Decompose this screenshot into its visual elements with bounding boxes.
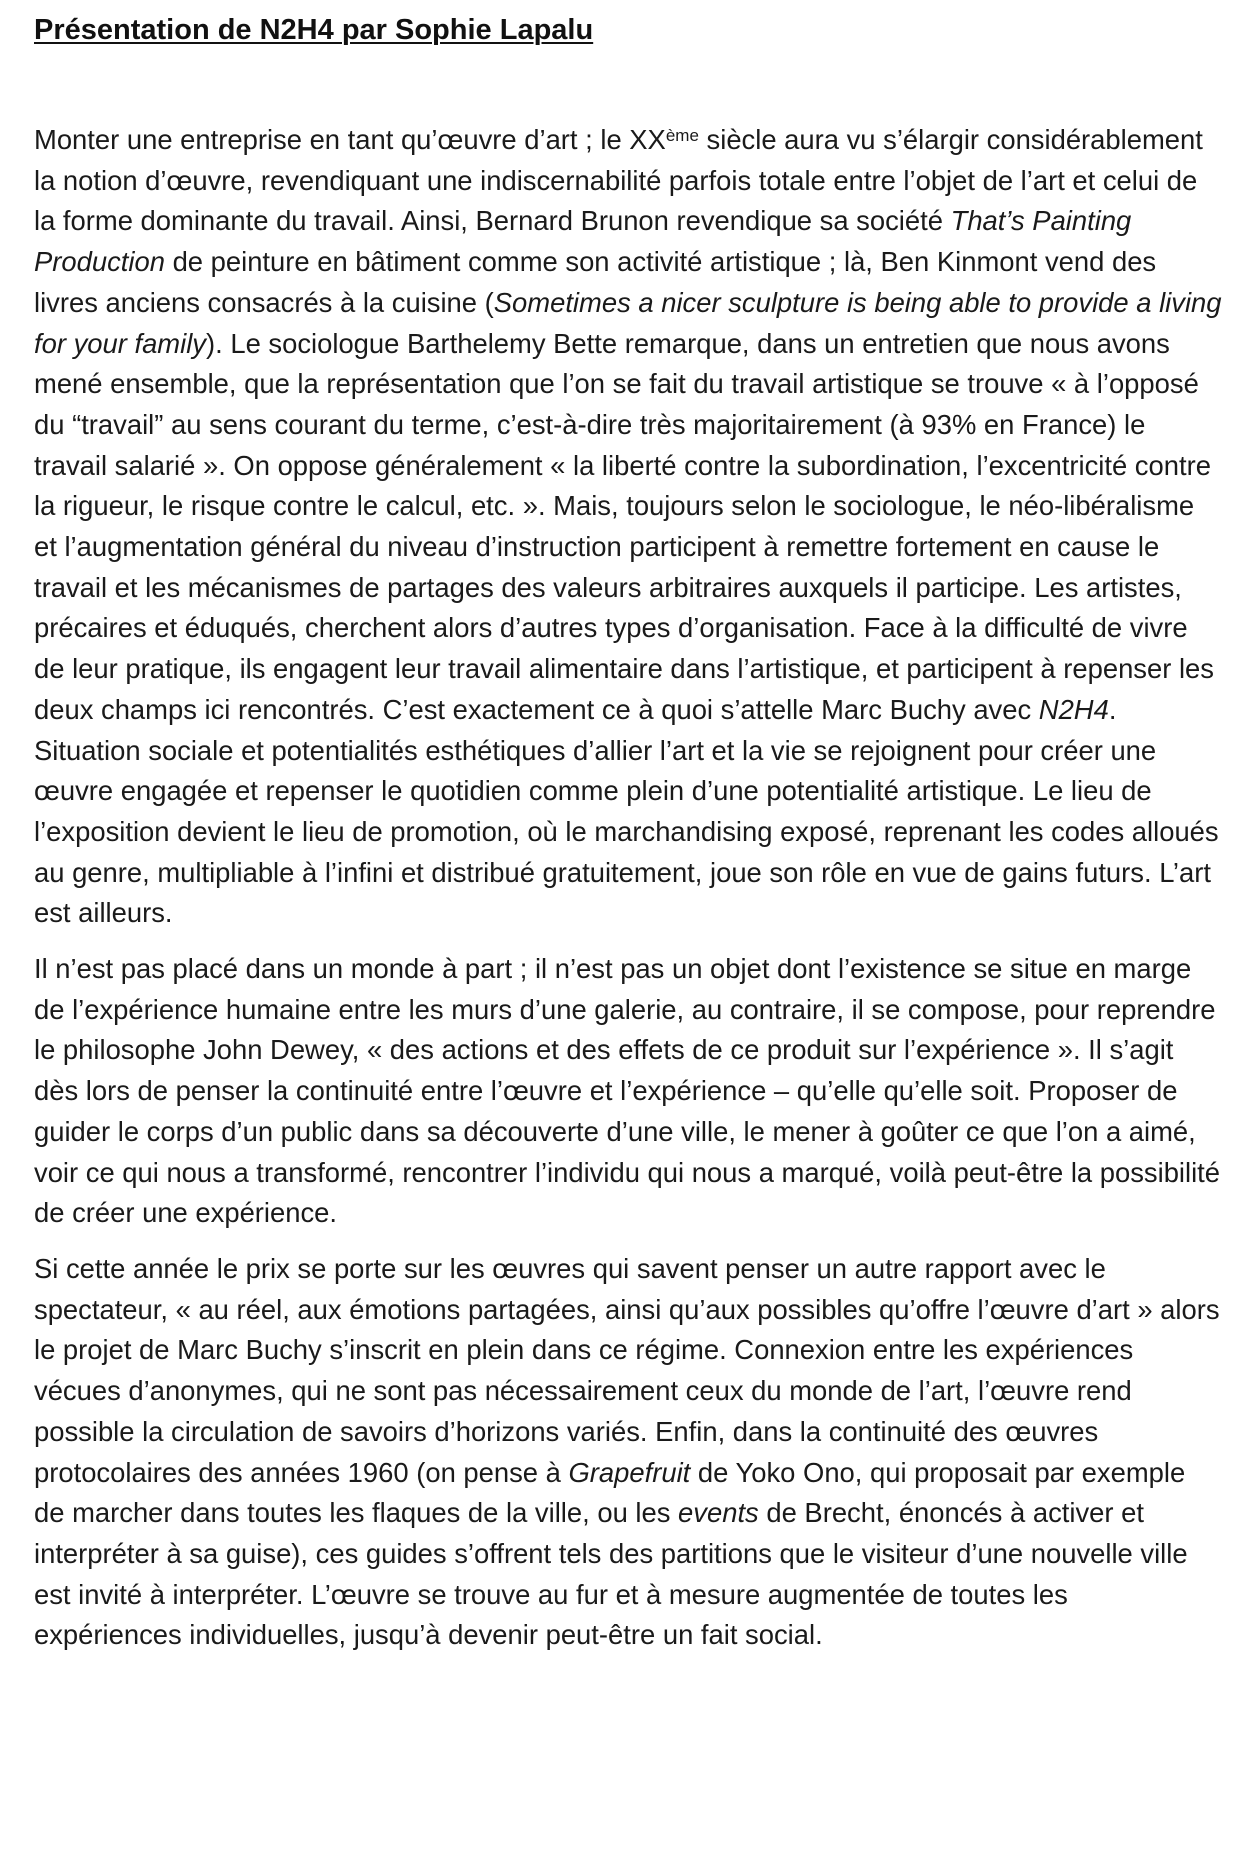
text-run: Monter une entreprise en tant qu’œuvre d’art ; le XX xyxy=(34,124,666,155)
text-run: Si cette année le prix se porte sur les œuvres qui savent penser un autre rapport avec le spectateur, « au réel, aux émotions partagées, ainsi qu’aux possibles qu’offre l’œuvre d’art » alors le projet de Marc Buchy s’inscrit en plein dans ce régime. Connexion entre les expériences vécues d’anonymes, qui ne sont pas nécessairement ceux du monde de l’art, l’œuvre rend possible la circulation de savoirs d’horizons variés. Enfin, dans la continuité des œuvres protocolaires des années 1960 (on pense à xyxy=(34,1252,1228,1488)
italic-title-run: Grapefruit xyxy=(568,1456,691,1488)
italic-title-run: Sometimes a nicer sculpture is being able to provide a living for your family xyxy=(34,286,1230,359)
italic-title-run: events xyxy=(678,1497,759,1529)
italic-title-run: That’s Painting Production xyxy=(34,205,1139,278)
text-run: . Situation sociale et potentialités esthétiques d’allier l’art et la vie se rejoignent pour créer une œuvre engagée et repenser le quotidien comme plein d’une potentialité artistique. Le lieu de l’exposition devient le lieu de promotion, où le marchandising exposé, reprenant les codes alloués au genre, multipliable à l’infini et distribué gratuitement, joue son rôle en vue de gains futurs. L’art est ailleurs. xyxy=(34,693,1227,929)
paragraph xyxy=(34,1249,1228,1656)
text-run: ). Le sociologue Barthelemy Bette remarque, dans un entretien que nous avons mené ensemble, que la représentation que l’on se fait du travail artistique se trouve « à l’opposé du “travail” au sens courant du terme, c’est-à-dire très majoritairement (à 93% en France) le travail salarié ». On oppose généralement « la liberté contre la subordination, l’excentricité contre la rigueur, le risque contre le calcul, etc. ». Mais, toujours selon le sociologue, le néo-libéralisme et l’augmentation général du niveau d’instruction participent à remettre fortement en cause le travail et les mécanismes de partages des valeurs arbitraires auxquels il participe. Les artistes, précaires et éduqués, cherchent alors d’autres types d’organisation. Face à la difficulté de vivre de leur pratique, ils engagent leur travail alimentaire dans l’artistique, et participent à repenser les deux champs ici rencontrés. C’est exactement ce à quoi s’attelle Marc Buchy avec xyxy=(34,327,1222,725)
superscript-run: ème xyxy=(665,125,699,145)
italic-title-run: N2H4 xyxy=(1038,693,1109,725)
paragraph xyxy=(34,120,1230,934)
text-run: siècle aura vu s’élargir considérablement la notion d’œuvre, revendiquant une indiscernabilité parfois totale entre l’objet de l’art et celui de la forme dominante du travail. Ainsi, Bernard Brunon revendique sa société xyxy=(34,124,1211,237)
paragraph xyxy=(34,949,1228,1234)
text-run: de Yoko Ono, qui proposait par exemple de marcher dans toutes les flaques de la ville, ou les xyxy=(34,1456,1193,1529)
document-body xyxy=(34,12,1230,1656)
text-run: Il n’est pas placé dans un monde à part ; il n’est pas un objet dont l’existence se situe en marge de l’expérience humaine entre les murs d’une galerie, au contraire, il se compose, pour reprendre le philosophe John Dewey, « des actions et des effets de ce produit sur l’expérience ». Il s’agit dès lors de penser la continuité entre l’œuvre et l’expérience – qu’elle qu’elle soit. Proposer de guider le corps d’un public dans sa découverte d’une ville, le mener à goûter ce que l’on a aimé, voir ce qui nous a transformé, rencontrer l’individu qui nous a marqué, voilà peut-être la possibilité de créer une expérience. xyxy=(34,953,1228,1229)
text-run: de Brecht, énoncés à activer et interpréter à sa guise), ces guides s’offrent tels des partitions que le visiteur d’une nouvelle ville est invité à interpréter. L’œuvre se trouve au fur et à mesure augmentée de toutes les expériences individuelles, jusqu’à devenir peut-être un fait social. xyxy=(34,1497,1196,1651)
text-run: de peinture en bâtiment comme son activité artistique ; là, Ben Kinmont vend des livres anciens consacrés à la cuisine ( xyxy=(34,246,1164,318)
document-title: Présentation de N2H4 par Sophie Lapalu xyxy=(34,14,594,46)
